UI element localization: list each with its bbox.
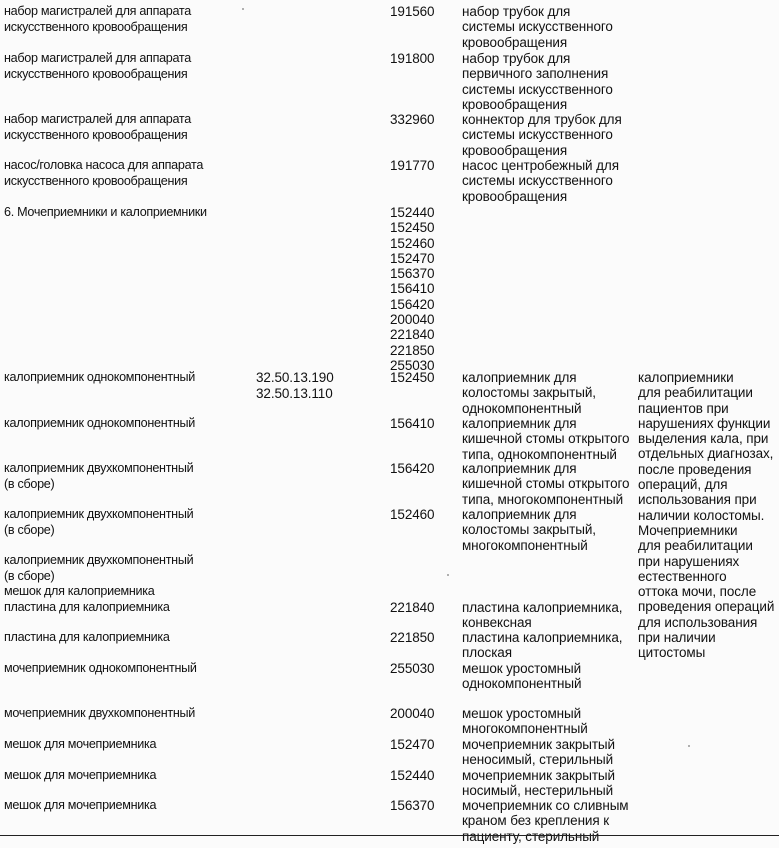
row-name: мешок для мочеприемника <box>4 737 157 751</box>
nkmi-code: 255030 <box>390 661 435 676</box>
row-name: калоприемник двухкомпонентный (в сборе) <box>4 507 194 537</box>
scan-speck <box>447 574 449 576</box>
row-name: калоприемник двухкомпонентный (в сборе) мешок для калоприемника <box>4 553 194 598</box>
scan-speck <box>242 8 244 10</box>
device-type: насос центробежный для системы искусственного кровообращения <box>462 158 619 204</box>
nkmi-code: 221850 <box>390 630 435 645</box>
device-type: набор трубок для первичного заполнения системы искусственного кровообращения <box>462 51 613 112</box>
device-type: мешок уростомный однокомпонентный <box>462 661 582 692</box>
nkmi-code: 332960 <box>390 112 435 127</box>
device-type: мочеприемник закрытый носимый, нестерильный <box>462 768 615 799</box>
row-name: набор магистралей для аппарата искусственного кровообращения <box>4 51 191 81</box>
device-type: калоприемник для колостомы закрытый, однокомпонентный <box>462 370 596 416</box>
row-name: калоприемник однокомпонентный <box>4 416 195 430</box>
device-type: мочеприемник со сливным краном без крепления к пациенту, стерильный <box>462 798 629 844</box>
nkmi-code: 191560 <box>390 4 435 19</box>
row-name: набор магистралей для аппарата искусственного кровообращения <box>4 4 191 34</box>
device-type: коннектор для трубок для системы искусственного кровообращения <box>462 112 622 158</box>
row-name: пластина для калоприемника <box>4 630 170 644</box>
device-type: калоприемник для колостомы закрытый, многокомпонентный <box>462 507 596 553</box>
nkmi-code: 200040 <box>390 706 435 721</box>
row-name: набор магистралей для аппарата искусственного кровообращения <box>4 112 191 142</box>
nkmi-code: 191800 <box>390 51 435 66</box>
device-type: калоприемник для кишечной стомы открытого типа, многокомпонентный <box>462 461 630 507</box>
nkmi-code: 152470 <box>390 737 435 752</box>
ostomy-note: калоприемники для реабилитации пациентов при нарушениях функции выделения кала, при отдельных диагнозах, после проведения операций, для использования при наличии колостомы. Мочеприемники для реабилитации при нарушениях естественного оттока мочи, после проведения операций для использования при наличии цитостомы <box>638 370 775 661</box>
row-name: калоприемник двухкомпонентный (в сборе) <box>4 461 194 491</box>
nkmi-code: 156420 <box>390 461 435 476</box>
nkmi-code: 156370 <box>390 798 435 813</box>
device-type: пластина калоприемника, конвексная <box>462 600 623 631</box>
nkmi-code: 221840 <box>390 600 435 615</box>
device-type: пластина калоприемника, плоская <box>462 630 623 661</box>
nkmi-code: 152440 152450 152460 152470 156370 156410 156420 200040 221840 221850 255030 <box>390 205 435 373</box>
row-name: 6. Мочеприемники и калоприемники <box>4 205 207 219</box>
device-type: мешок уростомный многокомпонентный <box>462 706 588 737</box>
nkmi-code: 152440 <box>390 768 435 783</box>
device-type: калоприемник для кишечной стомы открытого типа, однокомпонентный <box>462 416 630 462</box>
nkmi-code: 191770 <box>390 158 435 173</box>
okpd-code: 32.50.13.190 32.50.13.110 <box>256 370 334 401</box>
scan-speck <box>688 745 690 747</box>
row-name: насос/головка насоса для аппарата искусственного кровообращения <box>4 158 204 188</box>
nkmi-code: 152460 <box>390 507 435 522</box>
row-name: мочеприемник двухкомпонентный <box>4 706 195 720</box>
bottom-rule <box>0 835 779 836</box>
row-name: мешок для мочеприемника <box>4 798 157 812</box>
row-name: пластина для калоприемника <box>4 600 170 614</box>
row-name: мешок для мочеприемника <box>4 768 157 782</box>
device-type: мочеприемник закрытый неносимый, стерильный <box>462 737 615 768</box>
nkmi-code: 156410 <box>390 416 435 431</box>
row-name: калоприемник однокомпонентный <box>4 370 195 384</box>
device-type: набор трубок для системы искусственного кровообращения <box>462 4 613 50</box>
nkmi-code: 152450 <box>390 370 435 385</box>
row-name: мочеприемник однокомпонентный <box>4 661 197 675</box>
